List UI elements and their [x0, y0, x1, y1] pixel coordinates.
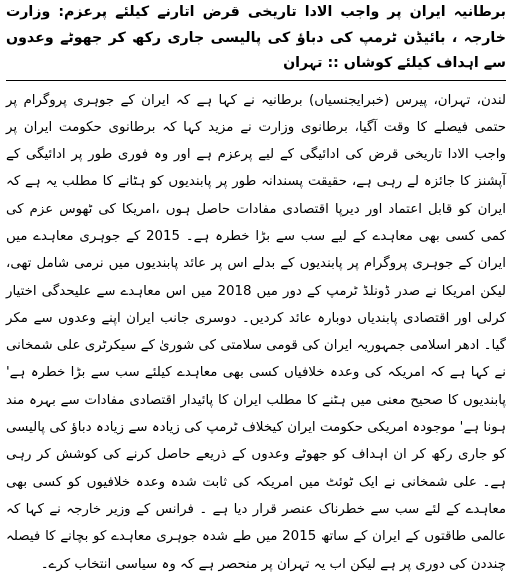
- article-body: لندن، تہران، پیرس (خبرایجنسیاں) برطانیہ نے کہا ہے کہ ایران کے جوہری پروگرام پر حتمی فیصلے کا وقت آگیا، برطانوی وزارت نے مزید کہا کہ برطانوی حکومت ایران پر واجب الادا تاریخی قرض کی ادائیگی کے لیے پرعزم ہے اور وہ فوری طور پر ادائیگی کے آپشنز کا جائزہ لے رہی ہے، حقیقت پسندانہ طور پر پابندیوں کو ہٹانے کا مطلب یہ ہے کہ ایران کو قابل اعتماد اور دیرپا اقتصادی مفادات حاصل ہوں ،امریکا کی ٹھوس عزم کی کمی کسی بھی معاہدے کے لیے سب سے بڑا خطرہ ہے۔ 2015 کے جوہری معاہدے میں ایران کے جوہری پروگرام پر پابندیوں کے بدلے اس پر عائد پابندیوں میں نرمی شامل تھی، لیکن امریکا نے صدر ڈونلڈ ٹرمپ کے دور میں 2018 میں اس معاہدے سے علیحدگی اختیار کرلی اور اقتصادی پابندیاں دوبارہ عائد کردیں۔ دوسری جانب ایران اپنے وعدوں سے مکر گیا۔ ادھر اسلامی جمہوریہ ایران کی قومی سلامتی کی شوریٰ کے سیکرٹری علی شمخانی نے کہا ہے کہ امریکہ کی وعدہ خلافیاں کسی بھی معاہدے کیلئے سب سے بڑا خطرہ ہے' پابندیوں کا صحیح معنی میں ہٹنے کا مطلب ایران کا پائیدار اقتصادی مفادات سے بہرہ مند ہونا ہے' موجودہ امریکی حکومت ایران کیخلاف ٹرمپ کی زیادہ سے زیادہ دباؤ کی پالیسی کو جاری رکھ کر ان اہداف کو جھوٹے وعدوں کے ذریعے حاصل کرنے کی کوشش کر رہی ہے۔ علی شمخانی نے ایک ٹوئٹ میں امریکہ کی ثابت شدہ وعدہ خلافیوں کو کسی بھی معاہدے کے لئے سب سے خطرناک عنصر قرار دیا ہے ۔ فرانس کے وزیر خارجہ نے کہا کہ عالمی طاقتوں کے ایران کے ساتھ 2015 میں طے شدہ جوہری معاہدے کو بچانے کا فیصلہ چنددن کی دوری پر ہے لیکن اب یہ تہران پر منحصر ہے کہ وہ سیاسی انتخاب کرے۔: [6, 92, 507, 572]
- headline-divider: [6, 80, 506, 81]
- news-article: [6, 0, 506, 578]
- article-headline: برطانیہ ایران پر واجب الادا تاریخی قرض اتارنے کیلئے پرعزم: وزارت خارجہ ، بائیڈن ٹرمپ کی دباؤ کی پالیسی جاری رکھ کر جھوٹے وعدوں سے اہداف کیلئے کوشاں :: تہران: [6, 4, 506, 71]
